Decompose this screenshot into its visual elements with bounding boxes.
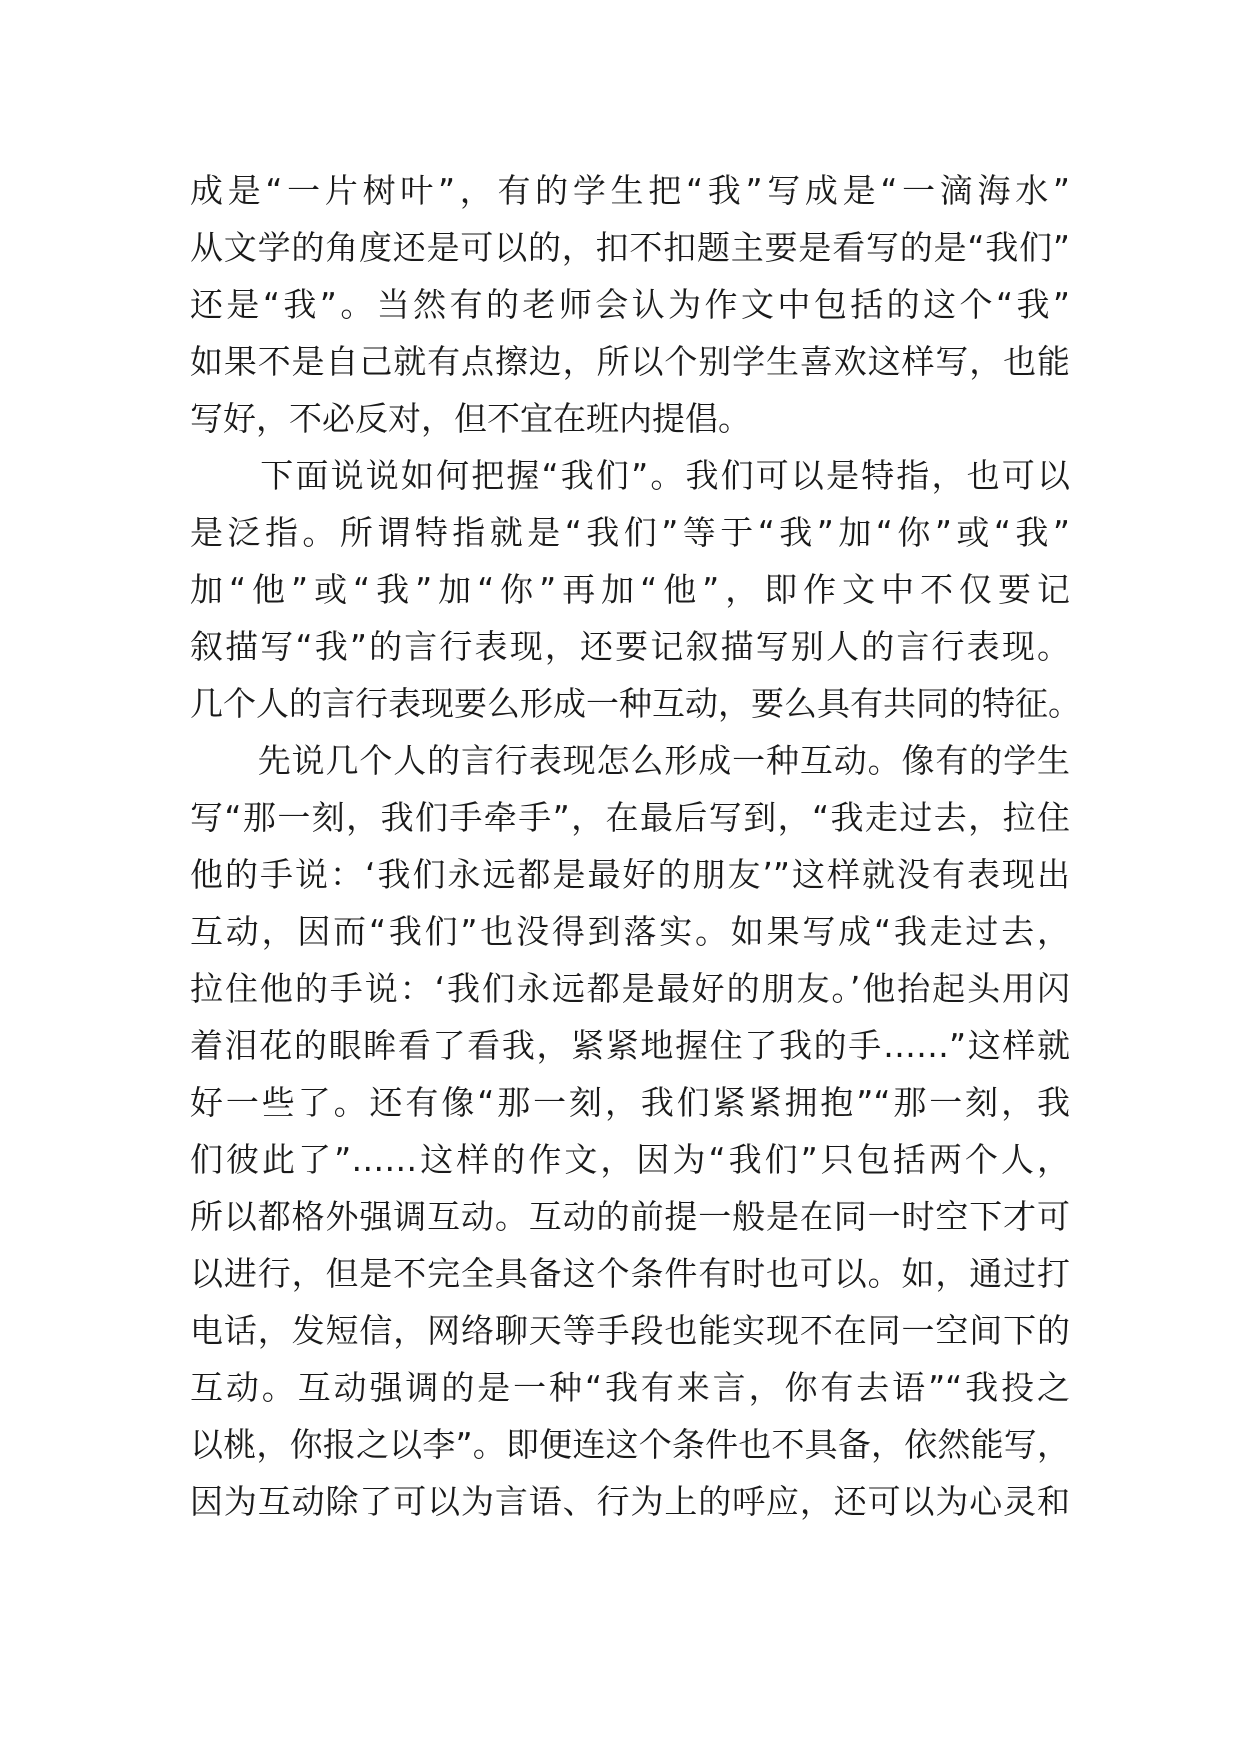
text-line: 以桃，你报之以李”。即便连这个条件也不具备，依然能写， <box>190 1425 1070 1464</box>
text-line: 从文学的角度还是可以的，扣不扣题主要是看写的是“我们” <box>190 228 1070 267</box>
text-line: 互动。互动强调的是一种“我有来言，你有去语”“我投之 <box>190 1368 1070 1407</box>
text-line: 们彼此了”……这样的作文，因为“我们”只包括两个人， <box>190 1140 1070 1179</box>
text-line: 成是“一片树叶”，有的学生把“我”写成是“一滴海水” <box>190 171 1070 210</box>
text-line: 因为互动除了可以为言语、行为上的呼应，还可以为心灵和 <box>190 1482 1070 1521</box>
text-line: 拉住他的手说：‘我们永远都是最好的朋友。’他抬起头用闪 <box>190 969 1070 1008</box>
text-line: 叙描写“我”的言行表现，还要记叙描写别人的言行表现。 <box>190 627 1070 666</box>
text-line: 下面说说如何把握“我们”。我们可以是特指，也可以 <box>190 456 1070 495</box>
text-line: 写好，不必反对，但不宜在班内提倡。 <box>190 399 751 438</box>
text-line: 好一些了。还有像“那一刻，我们紧紧拥抱”“那一刻，我 <box>190 1083 1070 1122</box>
text-line: 以进行，但是不完全具备这个条件有时也可以。如，通过打 <box>190 1254 1070 1293</box>
text-line: 先说几个人的言行表现怎么形成一种互动。像有的学生 <box>190 741 1070 780</box>
text-line: 如果不是自己就有点擦边，所以个别学生喜欢这样写，也能 <box>190 342 1070 381</box>
text-line: 几个人的言行表现要么形成一种互动，要么具有共同的特征。 <box>190 684 1081 723</box>
body-text <box>190 162 1081 1530</box>
text-line: 所以都格外强调互动。互动的前提一般是在同一时空下才可 <box>190 1197 1070 1236</box>
text-line: 加“他”或“我”加“你”再加“他”，即作文中不仅要记 <box>190 570 1070 609</box>
text-line: 互动，因而“我们”也没得到落实。如果写成“我走过去， <box>190 912 1070 951</box>
text-line: 电话，发短信，网络聊天等手段也能实现不在同一空间下的 <box>190 1311 1070 1350</box>
text-line: 是泛指。所谓特指就是“我们”等于“我”加“你”或“我” <box>190 513 1070 552</box>
text-line: 写“那一刻，我们手牵手”，在最后写到，“我走过去，拉住 <box>190 798 1070 837</box>
text-line: 还是“我”。当然有的老师会认为作文中包括的这个“我” <box>190 285 1070 324</box>
text-line: 他的手说：‘我们永远都是最好的朋友’”这样就没有表现出 <box>190 855 1070 894</box>
text-line: 着泪花的眼眸看了看我，紧紧地握住了我的手……”这样就 <box>190 1026 1070 1065</box>
